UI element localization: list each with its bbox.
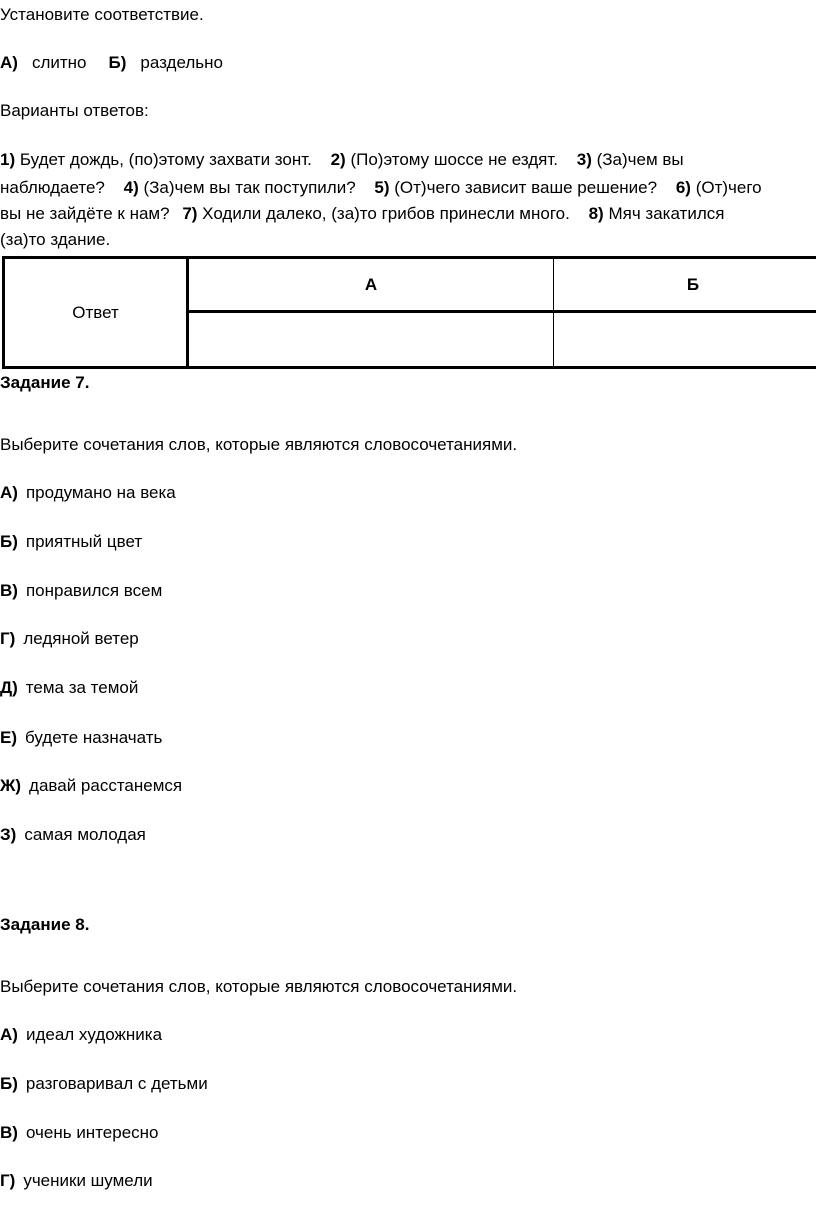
sentences-line-2 [0,177,762,199]
sentence-4: (За)чем вы так поступили? [143,178,356,197]
item-text: понравился всем [25,581,163,600]
item-text: тема за темой [25,678,139,697]
task8-item-a [0,1024,162,1046]
option-text-b: раздельно [140,53,223,72]
item-text: ледяной ветер [23,629,139,648]
sentence-num-6: 6) [675,178,691,197]
task7-item-b [0,531,142,553]
sentence-num-3: 3) [576,150,592,169]
item-letter: З) [0,825,17,844]
option-letter-b: Б) [108,53,127,72]
task7-title: Задание 7. [0,373,90,392]
item-letter: Е) [0,728,17,747]
sentence-8-part1: Мяч закатился [608,204,725,223]
item-text: самая молодая [24,825,146,844]
item-letter: Д) [0,678,18,697]
answer-cell-b[interactable] [554,312,816,368]
item-text: ученики шумели [23,1171,153,1190]
sentence-num-2: 2) [330,150,346,169]
item-letter: Б) [0,1074,18,1093]
task7-item-v [0,580,162,602]
variants-label: Варианты ответов: [0,101,149,120]
item-letter: Г) [0,629,16,648]
sentence-3-part2: наблюдаете? [0,178,105,197]
task7-item-zh [0,775,182,797]
item-text: очень интересно [25,1123,159,1142]
item-letter: Б) [0,532,18,551]
task7-item-g [0,628,139,650]
item-letter: А) [0,1025,18,1044]
task7-item-a [0,482,176,504]
item-letter: А) [0,483,18,502]
task7-item-z [0,824,146,846]
sentences-line-4: (за)то здание. [0,230,111,249]
task8-item-b [0,1073,208,1095]
task7-item-d [0,677,138,699]
task8-item-g [0,1170,153,1192]
item-text: давай расстанемся [29,776,183,795]
task8-instruction: Выберите сочетания слов, которые являются словосочетаниями. [0,977,518,996]
task7-item-e [0,727,162,749]
answer-row-label: Ответ [4,258,188,368]
item-text: продумано на века [25,483,176,502]
item-text: идеал художника [25,1025,163,1044]
task6-instruction: Установите соответствие. [0,5,204,24]
sentence-6-part1: (От)чего [695,178,762,197]
item-text: приятный цвет [25,532,143,551]
sentence-num-1: 1) [0,150,16,169]
sentence-1: Будет дождь, (по)этому захвати зонт. [19,150,312,169]
item-text: будете назначать [25,728,163,747]
sentence-5: (От)чего зависит ваше решение? [394,178,658,197]
sentence-num-8: 8) [588,204,604,223]
answer-col-a-header: А [188,258,554,312]
sentence-2: (По)этому шоссе не ездят. [350,150,558,169]
item-text: разговаривал с детьми [25,1074,208,1093]
sentence-num-4: 4) [123,178,139,197]
sentences-line-1 [0,149,684,171]
sentence-3-part1: (За)чем вы [596,150,684,169]
answer-table [2,256,816,369]
task6-options [0,52,223,74]
answer-cell-a[interactable] [188,312,554,368]
item-letter: В) [0,581,18,600]
sentences-line-3 [0,203,724,225]
sentence-num-7: 7) [182,204,198,223]
task7-instruction: Выберите сочетания слов, которые являются словосочетаниями. [0,435,518,454]
answer-col-b-header: Б [554,258,816,312]
sentence-7: Ходили далеко, (за)то грибов принесли много. [202,204,570,223]
item-letter: Г) [0,1171,16,1190]
task8-item-v [0,1122,159,1144]
option-text-a: слитно [31,53,87,72]
option-letter-a: А) [0,53,18,72]
sentence-num-5: 5) [374,178,390,197]
sentence-6-part2: вы не зайдёте к нам? [0,204,170,223]
task8-title: Задание 8. [0,915,90,934]
item-letter: В) [0,1123,18,1142]
item-letter: Ж) [0,776,22,795]
